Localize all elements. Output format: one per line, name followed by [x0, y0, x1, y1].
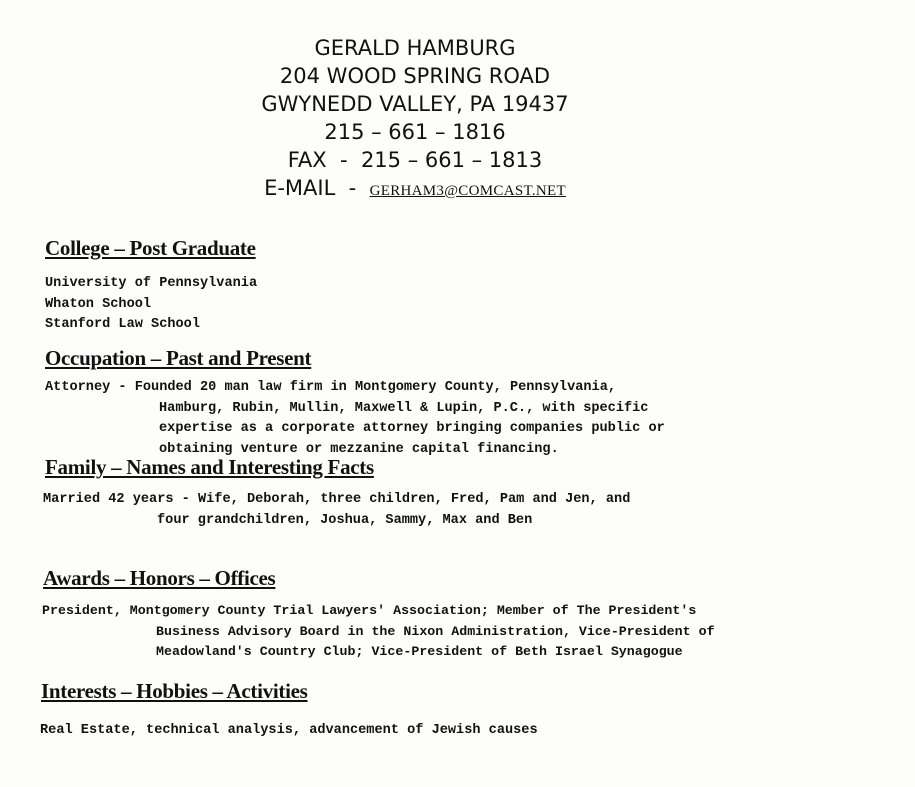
- occupation-line: Attorney - Founded 20 man law firm in Montgomery County, Pennsylvania,: [45, 380, 617, 395]
- occupation-heading: Occupation – Past and Present: [45, 346, 312, 370]
- awards-line: Meadowland's Country Club; Vice-President of Beth Israel Synagogue: [156, 644, 683, 659]
- email-link[interactable]: GERHAM3@COMCAST.NET: [369, 183, 566, 199]
- education-item: Whaton School: [45, 296, 152, 312]
- phone: 215 – 661 – 1816: [324, 120, 506, 144]
- fax-number: 215 – 661 – 1813: [360, 148, 543, 172]
- family-text: [43, 490, 630, 531]
- family-line: Married 42 years - Wife, Deborah, three children, Fred, Pam and Jen, and: [43, 492, 631, 507]
- email-label: E-MAIL -: [264, 176, 370, 200]
- family-line: four grandchildren, Joshua, Sammy, Max and Ben: [157, 512, 533, 528]
- fax-line: [0, 146, 830, 174]
- education-list: [45, 274, 257, 336]
- occupation-line: expertise as a corporate attorney bringing companies public or: [159, 421, 665, 436]
- fax-label: FAX -: [287, 148, 361, 172]
- occupation-text: [45, 378, 665, 460]
- education-heading: College – Post Graduate: [45, 236, 256, 260]
- name: GERALD HAMBURG: [314, 36, 516, 60]
- awards-text: [42, 601, 715, 663]
- education-item: Stanford Law School: [45, 317, 200, 332]
- interests-text: Real Estate, technical analysis, advancement of Jewish causes: [40, 723, 538, 738]
- email-line: [0, 174, 830, 205]
- education-item: University of Pennsylvania: [45, 276, 258, 291]
- occupation-line: obtaining venture or mezzanine capital financing.: [159, 441, 559, 457]
- awards-line: Business Advisory Board in the Nixon Administration, Vice-President of: [156, 623, 715, 639]
- contact-header: [0, 34, 830, 205]
- awards-line: President, Montgomery County Trial Lawyers' Association; Member of The President's: [42, 603, 697, 618]
- awards-heading: Awards – Honors – Offices: [43, 566, 276, 590]
- street-address: 204 WOOD SPRING ROAD: [279, 64, 551, 88]
- occupation-line: Hamburg, Rubin, Mullin, Maxwell & Lupin, P.C., with specific: [159, 400, 649, 416]
- interests-heading: Interests – Hobbies – Activities: [41, 679, 308, 703]
- family-heading: Family – Names and Interesting Facts: [45, 455, 374, 479]
- city-state-zip: GWYNEDD VALLEY, PA 19437: [261, 92, 569, 116]
